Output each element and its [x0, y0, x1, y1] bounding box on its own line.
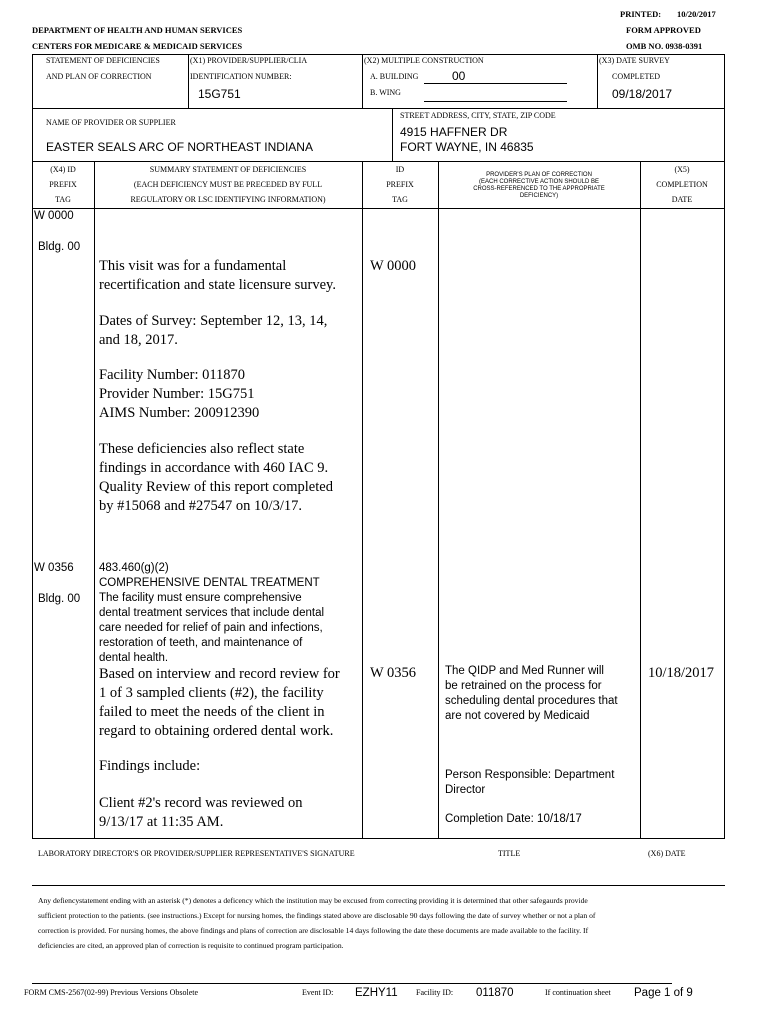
summary-header-2: (EACH DEFICIENCY MUST BE PRECEDED BY FULL	[133, 180, 323, 189]
form-number: FORM CMS-2567(02-99) Previous Versions Obsolete	[24, 988, 199, 997]
summary-paragraph-7: Client #2's record was reviewed on 9/13/17 at 11:35 AM.	[99, 795, 303, 830]
x4-header-2: PREFIX	[49, 180, 77, 189]
id-prefix-tag-2: W 0356	[370, 665, 417, 681]
building-label: A. BUILDING	[370, 72, 419, 81]
prefix-tag-1: W 0000	[34, 210, 74, 222]
disclaimer: Any defiencystatement ending with an asterisk (*) denotes a deficency which the institution may be excused from correcting providing it is determined that other safegaurds provide sufficient protection to the patients. (see instructions.) Except for nursing homes, the findings stated above are disclosable 90 days following the date of survey whether or not a plan of correction is provided. For nursing homes, the above findings and plans of correction are disclosable 14 days following the date these documents are made available to the facility. If deficiencies are cited, an approved plan of correction is requisite to continued program participation.	[38, 896, 596, 950]
x3-completed-label: COMPLETED	[612, 72, 660, 81]
regulation-title: COMPREHENSIVE DENTAL TREATMENT	[99, 577, 320, 589]
x3-label: (X3) DATE SURVEY	[599, 56, 670, 65]
summary-paragraph-1: This visit was for a fundamental recertification and state licensure survey.	[99, 258, 336, 293]
x5-header-1: (X5)	[674, 165, 690, 174]
facility-id-label: Facility ID:	[416, 988, 454, 997]
event-id-label: Event ID:	[302, 988, 334, 997]
omb-number: OMB NO. 0938-0391	[626, 41, 703, 51]
plan-responsible-person: Person Responsible: Department Director	[445, 769, 615, 796]
x4-header-1: (X4) ID	[50, 165, 76, 174]
page-number: Page 1 of 9	[634, 987, 693, 999]
statement-label-1: STATEMENT OF DEFICIENCIES	[46, 56, 160, 65]
date-label: (X6) DATE	[648, 849, 686, 858]
plan-of-correction: The QIDP and Med Runner will be retrained on the process for scheduling dental procedures that are not covered by Medicaid	[445, 665, 618, 722]
id-header-2: PREFIX	[386, 180, 414, 189]
summary-paragraph-6: Findings include:	[99, 758, 201, 774]
printed-date: 10/20/2017	[677, 9, 716, 19]
address-line-1: 4915 HAFFNER DR	[400, 125, 508, 139]
provider-id-value: 15G751	[198, 87, 241, 101]
completion-date: 10/18/2017	[648, 665, 715, 681]
department-name: DEPARTMENT OF HEALTH AND HUMAN SERVICES	[32, 25, 243, 35]
signature-label: LABORATORY DIRECTOR'S OR PROVIDER/SUPPLIER REPRESENTATIVE'S SIGNATURE	[38, 849, 355, 858]
provider-name-label: NAME OF PROVIDER OR SUPPLIER	[46, 118, 176, 127]
plan-completion-date: Completion Date: 10/18/17	[445, 813, 582, 825]
title-label: TITLE	[498, 849, 521, 858]
form-approved: FORM APPROVED	[626, 25, 701, 35]
summary-header-1: SUMMARY STATEMENT OF DEFICIENCIES	[149, 165, 307, 174]
id-prefix-tag-1: W 0000	[370, 258, 417, 274]
wing-label: B. WING	[370, 88, 401, 97]
survey-date-value: 09/18/2017	[612, 87, 673, 101]
building-tag-1: Bldg. 00	[38, 241, 81, 253]
regulation-citation: 483.460(g)(2)	[99, 562, 169, 574]
prefix-tag-2: W 0356	[34, 562, 74, 574]
regulation-text: The facility must ensure comprehensive dental treatment services that include dental care needed for relief of pain and infections, restoration of teeth, and maintenance of dental health.	[99, 592, 325, 664]
address-label: STREET ADDRESS, CITY, STATE, ZIP CODE	[400, 111, 556, 120]
event-id-value: EZHY11	[355, 987, 398, 999]
building-tag-2: Bldg. 00	[38, 593, 81, 605]
x1-label-2: IDENTIFICATION NUMBER:	[190, 72, 292, 81]
id-header-3: TAG	[392, 195, 408, 204]
statement-label-2: AND PLAN OF CORRECTION	[46, 72, 152, 81]
plan-header-1: PROVIDER'S PLAN OF CORRECTION	[486, 172, 592, 178]
summary-paragraph-4: These deficiencies also reflect state findings in accordance with 460 IAC 9. Quality Review of this report completed by #15068 and #27547 on 10/3/17.	[99, 441, 333, 514]
plan-header-4: DEFICIENCY)	[519, 193, 559, 199]
x5-header-2: COMPLETION	[656, 180, 708, 189]
facility-id-value: 011870	[476, 987, 514, 999]
plan-header-2: (EACH CORRECTIVE ACTION SHOULD BE	[478, 179, 600, 185]
x1-label-1: (X1) PROVIDER/SUPPLIER/CLIA	[190, 56, 308, 65]
summary-paragraph-3: Facility Number: 011870 Provider Number: 15G751 AIMS Number: 200912390	[99, 367, 260, 421]
x5-header-3: DATE	[671, 195, 693, 204]
plan-header	[438, 172, 640, 200]
plan-header-3: CROSS-REFERENCED TO THE APPROPRIATE	[473, 186, 605, 192]
address-line-2: FORT WAYNE, IN 46835	[400, 140, 534, 154]
x2-label: (X2) MULTIPLE CONSTRUCTION	[364, 56, 484, 65]
summary-header-3: REGULATORY OR LSC IDENTIFYING INFORMATION)	[130, 195, 326, 204]
continuation-label: If continuation sheet	[545, 988, 611, 997]
provider-name: EASTER SEALS ARC OF NORTHEAST INDIANA	[46, 140, 313, 154]
centers-name: CENTERS FOR MEDICARE & MEDICAID SERVICES	[32, 41, 243, 51]
id-header-1: ID	[395, 165, 405, 174]
summary-paragraph-2: Dates of Survey: September 12, 13, 14, and 18, 2017.	[99, 313, 328, 348]
printed-label: PRINTED:	[620, 9, 662, 19]
building-value: 00	[452, 69, 466, 83]
summary-paragraph-5: Based on interview and record review for 1 of 3 sampled clients (#2), the facility failed to meet the needs of the client in regard to obtaining ordered dental work.	[99, 666, 340, 739]
x4-header-3: TAG	[55, 195, 71, 204]
